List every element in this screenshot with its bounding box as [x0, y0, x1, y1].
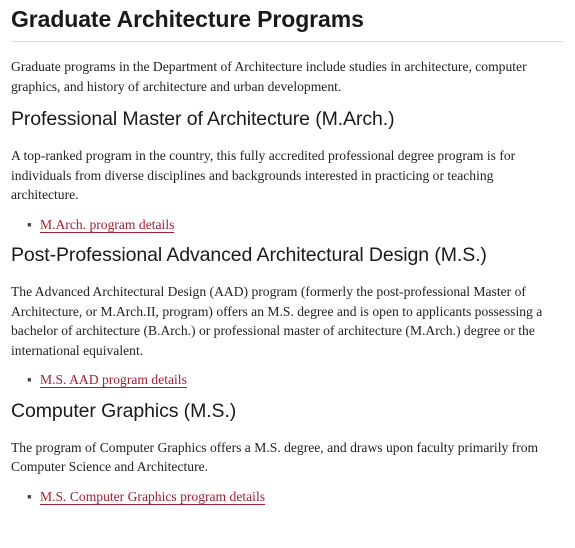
section-links-computer-graphics: [11, 487, 563, 507]
section-heading-aad: Post-Professional Advanced Architectural Design (M.S.): [11, 244, 487, 266]
section-links-aad: [11, 370, 563, 390]
intro-paragraph: Graduate programs in the Department of Architecture include studies in architecture, computer graphics, and history of architecture and urban development.: [11, 59, 527, 94]
bullet-icon: ▪: [27, 372, 32, 387]
list-item: [27, 370, 563, 390]
bullet-icon: ▪: [27, 488, 32, 504]
bullet-icon: ▪: [27, 216, 32, 232]
section-body-aad: The Advanced Architectural Design (AAD) program (formerly the post-professional Master of Architecture, or M.Arch.II, program) offers an M.S. degree and is open to applicants possessing a bachelor of architecture (B.Arch.) or professional master of architecture (M.Arch.) degree or the international equivalent.: [11, 284, 543, 358]
section-heading-computer-graphics: Computer Graphics (M.S.): [11, 399, 237, 422]
computer-graphics-details-link[interactable]: M.S. Computer Graphics program details: [40, 488, 266, 504]
section-body-march: A top-ranked program in the country, this fully accredited professional degree program is for individuals from diverse disciplines and backgrounds interested in practicing or teaching architecture.: [11, 148, 516, 202]
list-item: [27, 487, 563, 507]
section-links-march: [11, 215, 563, 235]
march-details-link[interactable]: M.Arch. program details: [40, 216, 175, 232]
aad-details-link[interactable]: M.S. AAD program details: [40, 372, 187, 387]
list-item: [27, 215, 563, 235]
page-title: Graduate Architecture Programs: [11, 0, 563, 42]
section-body-computer-graphics: The program of Computer Graphics offers a M.S. degree, and draws upon faculty primarily from Computer Science and Architecture.: [11, 439, 539, 474]
section-heading-march: Professional Master of Architecture (M.Arch.): [11, 108, 395, 130]
